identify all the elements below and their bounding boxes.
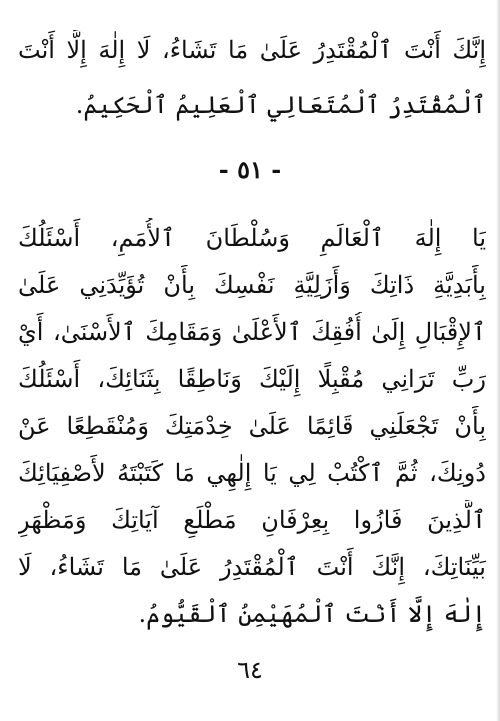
text-line: إِلٰهَ إِلَّا أَنْتَ ٱلْمُهَيْمِنُ ٱلْقَيُّومُ.: [138, 600, 486, 628]
text-line: رَبِّ تَرَانِي مُقْبِلًا إِلَيْكَ وَنَاطِقًا بِثَنَائِكَ، أَسْئَلُكَ: [18, 365, 486, 393]
prayer-number: - ٥١ -: [218, 155, 282, 184]
text-line: بِأَبَدِيَّةِ ذَاتِكَ وَأَزَلِيَّةِ نَفْسِكَ بِأَنْ تُؤَيِّدَنِي عَلَىٰ: [18, 271, 486, 299]
text-line: ٱلَّذِينَ فَازُوا بِعِرْفَانِ مَطْلَعِ آيَاتِكَ وَمَظْهَرِ: [18, 506, 486, 534]
text-line: ٱلْمُقْتَدِرُ ٱلْمُتَعَالِي ٱلْعَلِيمُ ٱلْحَكِيمُ.: [75, 91, 486, 119]
text-line: إِنَّكَ أَنْتَ ٱلْمُقْتَدِرُ عَلَىٰ مَا تَشَاءُ، لَا إِلٰهَ إِلَّا أَنْتَ: [18, 36, 486, 64]
text-line: يَا إِلٰهَ ٱلْعَالَمِ وَسُلْطَانَ ٱلأُمَمِ، أَسْئَلُكَ: [18, 224, 486, 252]
text-line: ٱلإِقْبَالِ إِلَىٰ أُفُقِكَ ٱلأَعْلَىٰ وَمَقَامِكَ ٱلأَسْنَىٰ، أَيْ: [18, 318, 486, 346]
text-line: دُونِكَ، ثُمَّ ٱكْتُبْ لِي يَا إِلٰهِي مَا كَتَبْتَهُ لأَصْفِيَائِكَ: [18, 459, 486, 487]
page-binding-edge: [496, 0, 500, 721]
page-number: ٦٤: [237, 656, 263, 684]
text-line: بَيِّنَاتِكَ، إِنَّكَ أَنْتَ ٱلْمُقْتَدِرُ عَلَىٰ مَا تَشَاءُ، لَا: [18, 553, 486, 581]
text-line: بِأَنْ تَجْعَلَنِي قَائِمًا عَلَىٰ خِدْمَتِكَ وَمُنْقَطِعًا عَنْ: [18, 412, 486, 440]
